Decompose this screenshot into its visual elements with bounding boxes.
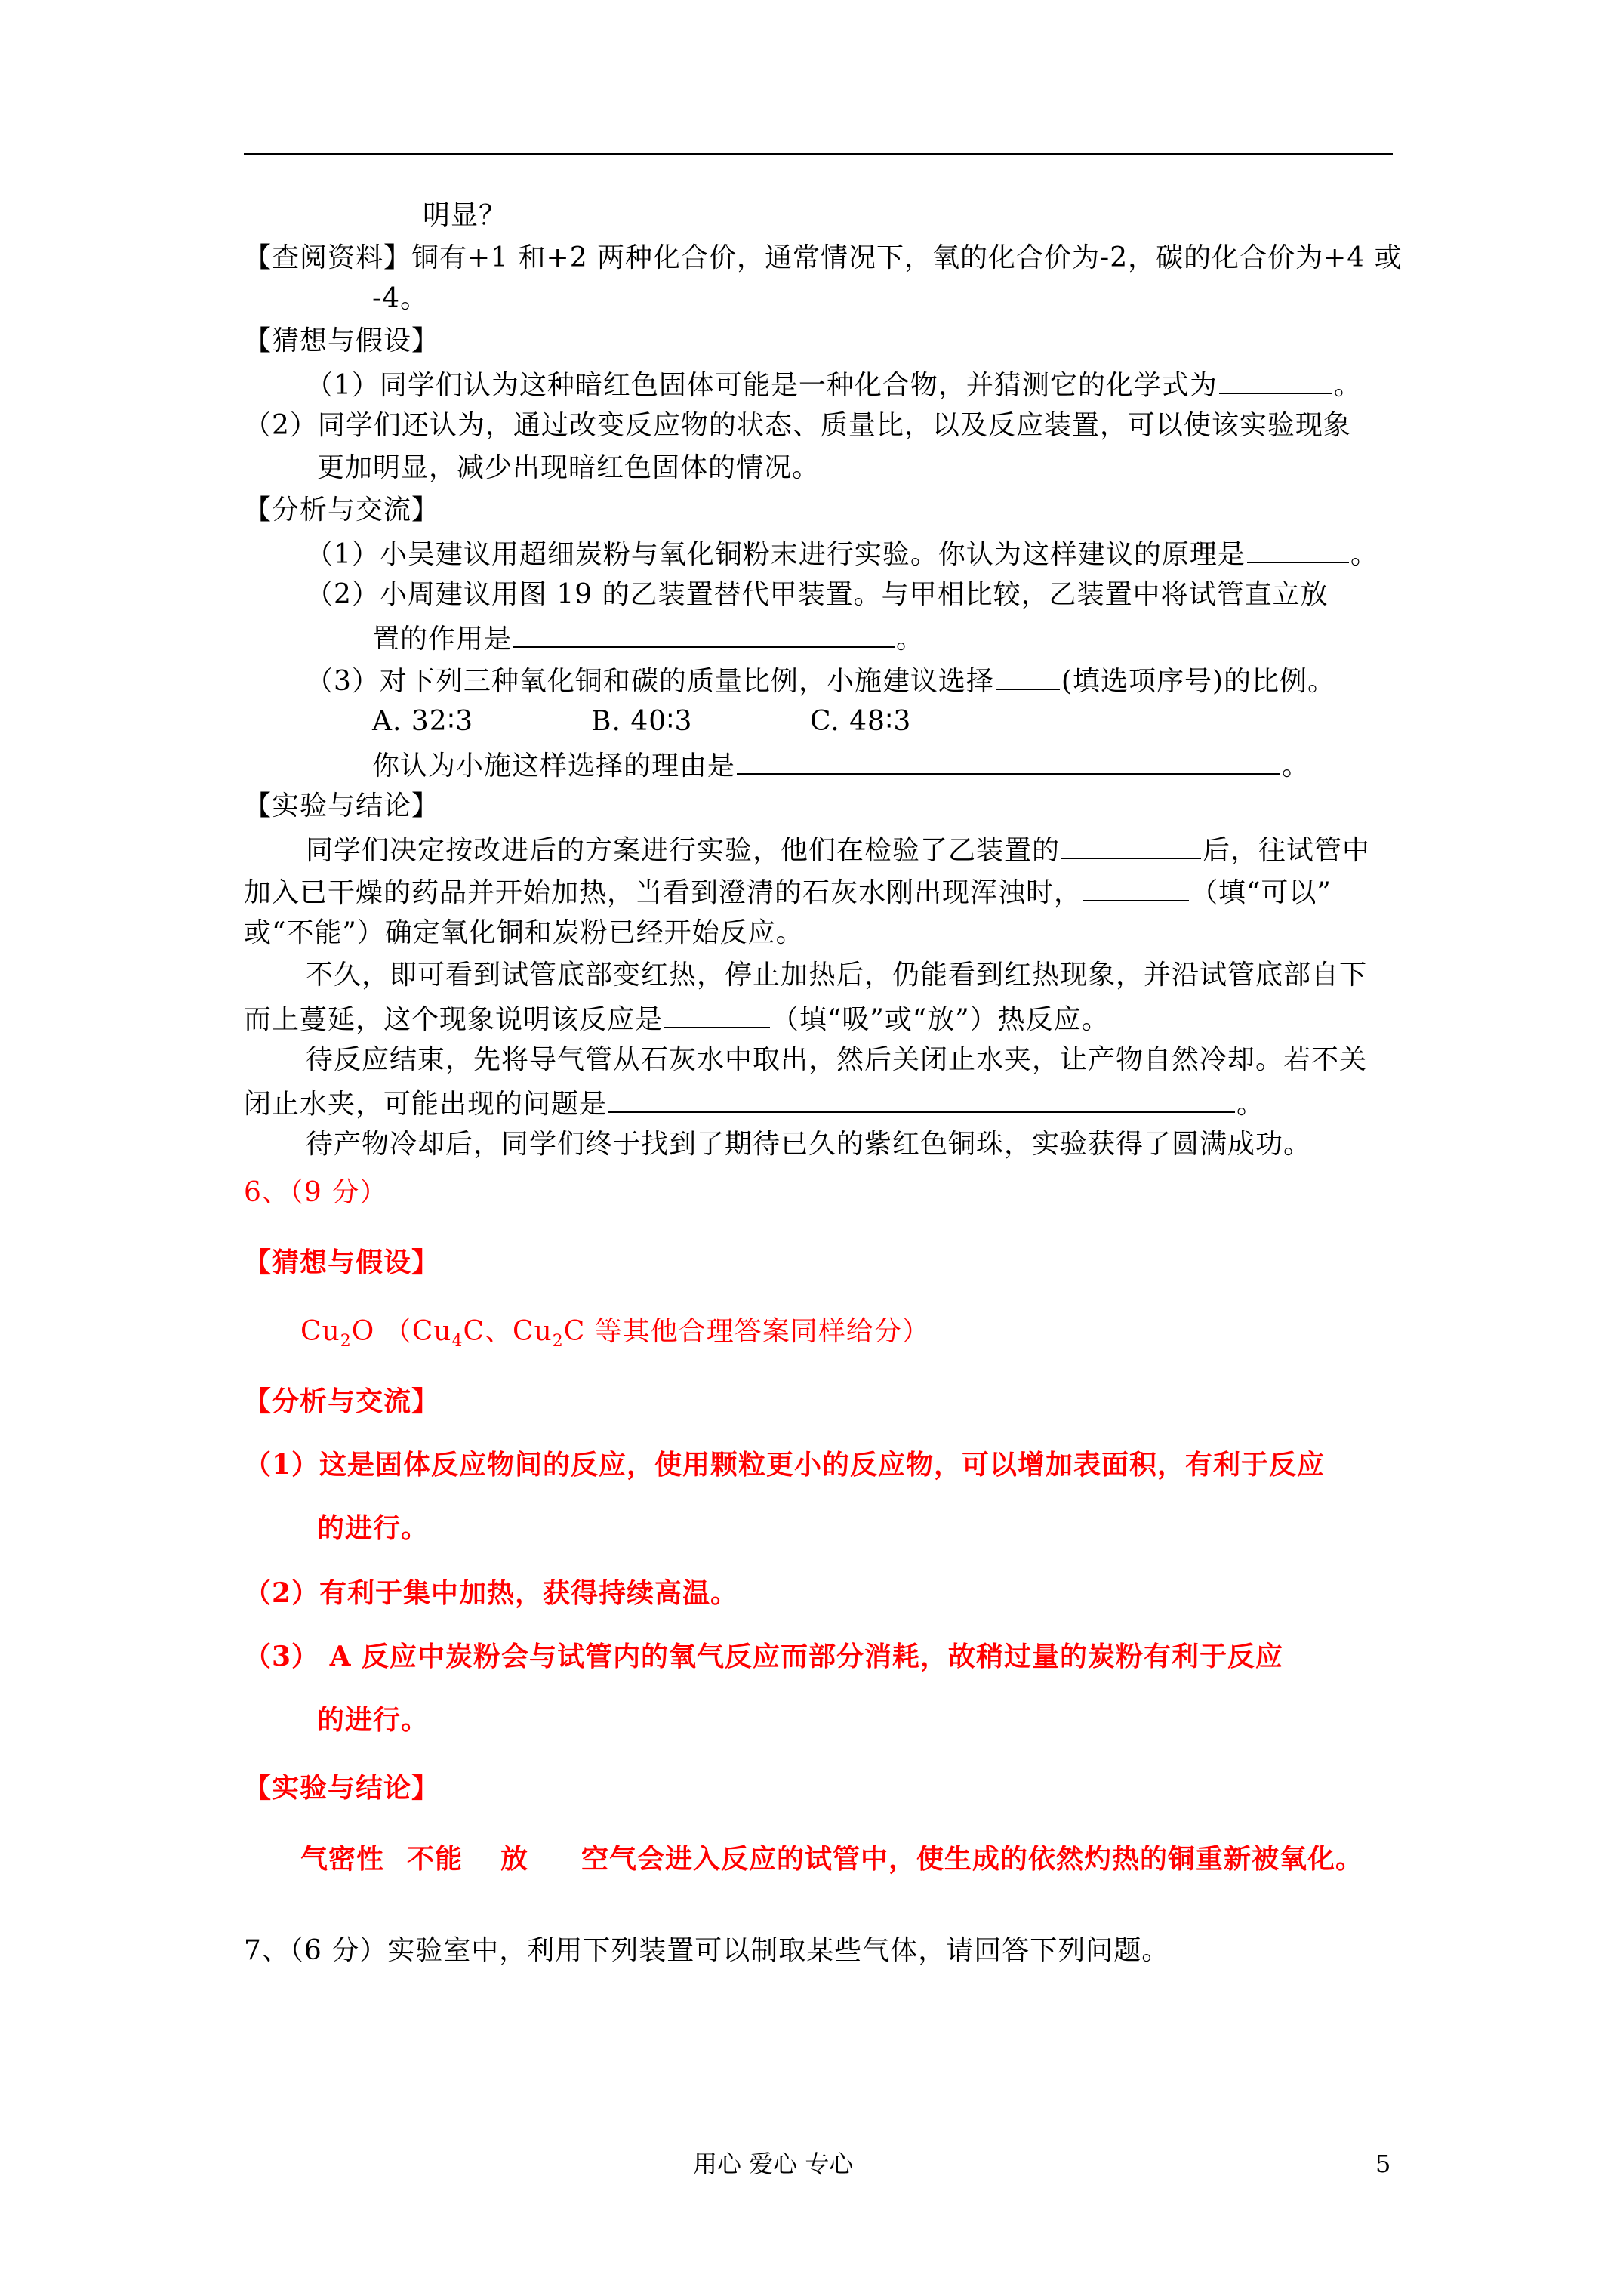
answer-blank[interactable] [1083, 873, 1189, 901]
section-label-chayue: 【查阅资料】 [244, 242, 412, 273]
text-line: 明显？ [423, 200, 507, 231]
option-a: A. 32∶3 [372, 706, 473, 737]
paragraph-1-line-3: 或“不能”）确定氧化铜和炭粉已经开始反应。 [244, 917, 804, 948]
options-row [372, 704, 911, 740]
answer-formula: $Cu_2O$ （$Cu_4C$、$Cu_2C$ 等其他合理答案同样给分） [300, 1316, 930, 1351]
footer-motto: 用心 爱心 专心 [693, 2150, 854, 2178]
answer-cannot: 不能 [407, 1843, 463, 1875]
answer-blank[interactable] [996, 661, 1060, 690]
paragraph-4: 待产物冷却后，同学们终于找到了期待已久的紫红色铜珠，实验获得了圆满成功。 [306, 1129, 1312, 1160]
answer-blank[interactable] [513, 619, 895, 648]
section-label-shiyan: 【实验与结论】 [244, 791, 440, 821]
answer-label-caixiang: 【猜想与假设】 [244, 1247, 440, 1278]
answer-item-3: （3） A 反应中炭粉会与试管内的氧气反应而部分消耗，故稍过量的炭粉有利于反应 [244, 1641, 1284, 1672]
answer-item-1: （1）这是固体反应物间的反应，使用颗粒更小的反应物，可以增加表面积，有利于反应 [244, 1449, 1326, 1481]
section-label-caixiang: 【猜想与假设】 [244, 325, 440, 356]
page-number: 5 [1375, 2150, 1391, 2178]
answer-release: 放 [500, 1843, 529, 1875]
answer-blank[interactable] [737, 746, 1280, 775]
answer-blank[interactable] [608, 1084, 1235, 1113]
answer-title: 6、（9 分） [244, 1177, 388, 1208]
answer-item-3-cont: 的进行。 [317, 1704, 430, 1736]
fenxi-item-1: （1）小吴建议用超细炭粉与氧化铜粉末进行实验。你认为这样建议的原理是 。 [306, 535, 1378, 573]
fenxi-item-3: （3）对下列三种氧化铜和碳的质量比例，小施建议选择 (填选项序号)的比例。 [306, 661, 1335, 700]
chayue-line [244, 240, 1403, 276]
option-c: C. 48∶3 [810, 706, 912, 737]
question-7: 7、（6 分）实验室中，利用下列装置可以制取某些气体，请回答下列问题。 [244, 1935, 1170, 1966]
answer-item-1-cont: 的进行。 [317, 1512, 430, 1544]
answer-item-2: （2）有利于集中加热，获得持续高温。 [244, 1577, 739, 1609]
caixiang-item-2-cont: 更加明显，减少出现暗红色固体的情况。 [317, 452, 821, 483]
paragraph-1-line-1: 同学们决定按改进后的方案进行实验，他们在检验了乙装置的 后，往试管中 [306, 831, 1370, 869]
fenxi-item-2: （2）小周建议用图 19 的乙装置替代甲装置。与甲相比较，乙装置中将试管直立放 [306, 579, 1329, 610]
answer-label-fenxi: 【分析与交流】 [244, 1385, 440, 1417]
answer-blank[interactable] [1061, 831, 1201, 859]
answer-problem: 空气会进入反应的试管中，使生成的依然灼热的铜重新被氧化。 [581, 1843, 1364, 1875]
paragraph-1-line-2: 加入已干燥的药品并开始加热，当看到澄清的石灰水刚出现浑浊时， （填“可以” [244, 873, 1332, 911]
paragraph-2-line-2: 而上蔓延，这个现象说明该反应是 （填“吸”或“放”）热反应。 [244, 1000, 1110, 1038]
header-rule [244, 153, 1393, 155]
answer-blank[interactable] [664, 1000, 770, 1028]
paragraph-3-line-2: 闭止水夹，可能出现的问题是 。 [244, 1084, 1264, 1123]
section-label-fenxi: 【分析与交流】 [244, 495, 440, 525]
answer-blank[interactable] [1247, 535, 1349, 563]
chayue-text-cont: -4。 [372, 283, 429, 314]
fenxi-item-2-cont: 置的作用是 。 [372, 619, 924, 658]
caixiang-item-1: （1）同学们认为这种暗红色固体可能是一种化合物，并猜测它的化学式为 。 [306, 365, 1362, 404]
option-b: B. 40∶3 [591, 706, 693, 737]
answer-blank[interactable] [1219, 365, 1332, 394]
paragraph-3-line-1: 待反应结束，先将导气管从石灰水中取出，然后关闭止水夹，让产物自然冷却。若不关 [306, 1044, 1368, 1075]
answer-airtightness: 气密性 [300, 1843, 385, 1875]
answer-shiyan-line [300, 1841, 1363, 1877]
chayue-text: 铜有+1 和+2 两种化合价，通常情况下，氧的化合价为-2，碳的化合价为+4 或 [411, 242, 1403, 273]
answer-label-shiyan: 【实验与结论】 [244, 1772, 440, 1804]
paragraph-2-line-1: 不久，即可看到试管底部变红热，停止加热后，仍能看到红热现象，并沿试管底部自下 [306, 960, 1368, 991]
fenxi-reason: 你认为小施这样选择的理由是 。 [372, 746, 1310, 784]
caixiang-item-2: （2）同学们还认为，通过改变反应物的状态、质量比，以及反应装置，可以使该实验现象 [244, 410, 1351, 441]
